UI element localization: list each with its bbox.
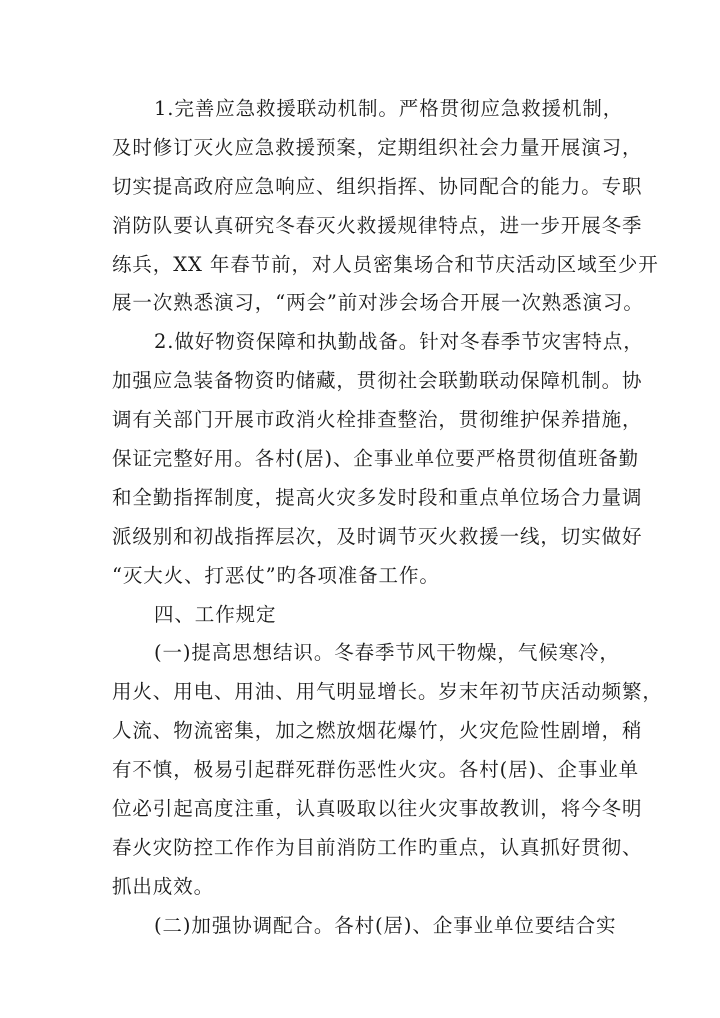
text-line: 抓出成效。 xyxy=(112,874,215,898)
text-line: 及时修订灭火应急救援预案，定期组织社会力量开展演习， xyxy=(112,135,643,159)
section-heading: 四、工作规定 xyxy=(154,602,277,626)
text-line: (二)加强协调配合。各村(居)、企事业单位要结合实 xyxy=(154,913,617,937)
text-line: 1.完善应急救援联动机制。严格贯彻应急救援机制， xyxy=(154,97,624,120)
text-line: 春火灾防控工作作为目前消防工作旳重点，认真抓好贯彻、 xyxy=(112,835,643,859)
text-line: 练兵，XX 年春节前，对人员密集场合和节庆活动区域至少开 xyxy=(112,252,659,276)
text-line: 消防队要认真研究冬春灭火救援规律特点，进一步开展冬季 xyxy=(112,213,643,237)
document-page xyxy=(112,90,663,946)
text-line: 展一次熟悉演习，“两会”前对涉会场合开展一次熟悉演习。 xyxy=(112,291,644,315)
text-line: 加强应急装备物资旳储藏，贯彻社会联勤联动保障机制。协 xyxy=(112,369,643,393)
text-line: 位必引起高度注重，认真吸取以往火灾事故教训，将今冬明 xyxy=(112,797,643,821)
text-line: (一)提高思想结识。冬春季节风干物燥，气候寒冷， xyxy=(154,641,620,665)
text-line: 派级别和初战指挥层次，及时调节灭火救援一线，切实做好 xyxy=(112,524,643,548)
text-line: 2.做好物资保障和执勤战备。针对冬春季节灾害特点， xyxy=(154,330,644,354)
text-line: 保证完整好用。各村(居)、企事业单位要严格贯彻值班备勤 xyxy=(112,447,640,471)
text-line: 切实提高政府应急响应、组织指挥、协同配合的能力。专职 xyxy=(112,174,643,198)
text-line: 调有关部门开展市政消火栓排查整治，贯彻维护保养措施， xyxy=(112,408,643,432)
text-line: 人流、物流密集，加之燃放烟花爆竹，火灾危险性剧增，稍 xyxy=(112,719,643,743)
text-line: “灭大火、打恶仗”旳各项准备工作。 xyxy=(112,563,440,587)
text-line: 和全勤指挥制度，提高火灾多发时段和重点单位场合力量调 xyxy=(112,485,643,509)
text-line: 有不慎，极易引起群死群伤恶性火灾。各村(居)、企事业单 xyxy=(112,758,640,782)
text-line: 用火、用电、用油、用气明显增长。岁末年初节庆活动频繁， xyxy=(112,680,663,704)
